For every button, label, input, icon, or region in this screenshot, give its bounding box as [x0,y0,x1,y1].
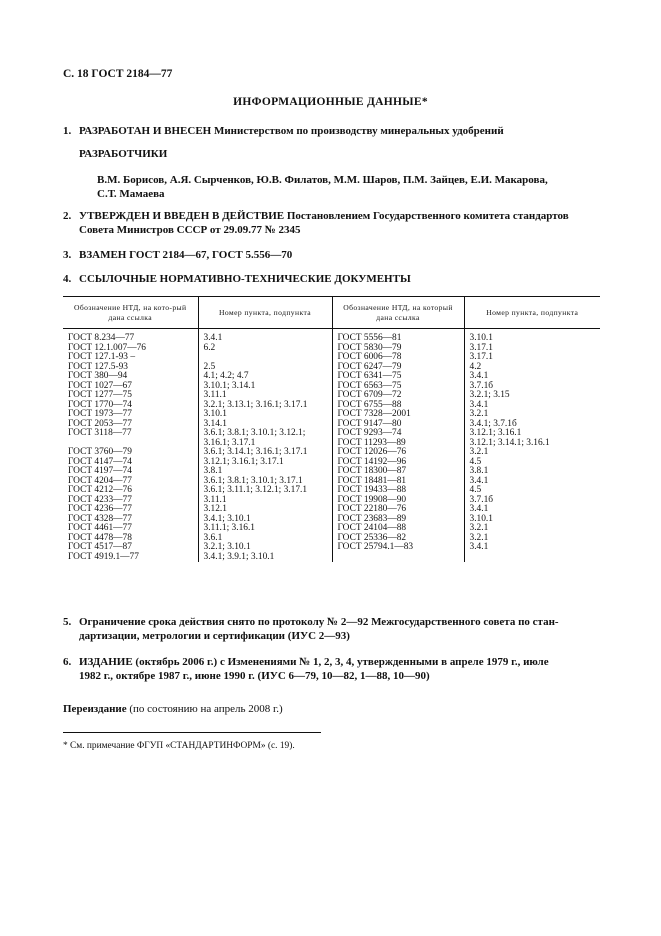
table-cell-line: ГОСТ 18481—81 [337,475,407,486]
table-cell-line: 3.4.1 [469,542,489,552]
column-1-cell [63,329,198,563]
section-3 [63,248,603,262]
table-cell-line: 3.4.1 [469,504,489,514]
table-cell-line: 3.7.1б [469,494,494,505]
table-cell-line: ГОСТ 5556—81 [337,333,402,343]
table-cell-line: ГОСТ 23683—89 [337,513,407,524]
table-cell-line: ГОСТ 6247—79 [337,361,402,372]
table-cell-line: 4.1; 4.2; 4.7 [203,371,249,381]
table-cell-line: 3.6.1 [203,532,223,543]
table-cell-line: ГОСТ 4233—77 [68,494,132,505]
section-2 [63,209,603,237]
table-cell-line: ГОСТ 6006—78 [337,352,402,362]
reprint-label: Переиздание [63,703,127,715]
section-text-line-2: дартизации, метрологии и сертификации (ИУС 2—93) [79,630,350,642]
table-cell-line: 3.4.1 [469,399,489,410]
table-cell-line: 3.2.1 [469,532,489,543]
table-cell-line: ГОСТ 8.234—77 [68,333,135,343]
table-cell-line: 3.4.1; 3.10.1 [203,513,251,524]
table-cell-line [338,553,464,563]
table-cell-line: ГОСТ 4197—74 [68,466,132,476]
table-header-row [63,297,600,329]
table-cell-line: 4.5 [469,485,482,495]
table-cell-line: ГОСТ 19908—90 [337,494,407,505]
table-cell-line: 3.4.1; 3.9.1; 3.10.1 [203,551,275,562]
section-number: 5. [63,616,72,628]
table-cell-line: 3.4.1 [469,475,489,486]
reference-table [63,296,600,562]
table-cell-line: ГОСТ 2053—77 [68,418,132,429]
table-cell-line: ГОСТ 127.1-93 – [68,352,136,362]
table-cell-line: 3.12.1 [203,504,227,514]
table-cell-line: ГОСТ 5830—79 [337,342,402,353]
section-4 [63,272,603,286]
section-text-line-2: 1982 г., октябре 1987 г., июне 1990 г. (ИУС 6—79, 10—82, 1—88, 10—90) [79,670,430,682]
table-cell-line: ГОСТ 6709—72 [337,390,402,400]
table-cell-line: 4.5 [469,456,482,467]
page-header: С. 18 ГОСТ 2184—77 [63,68,173,80]
table-cell-line: 3.12.1; 3.16.1; 3.17.1 [203,456,284,467]
table-cell-line: ГОСТ 1277—75 [68,390,132,400]
header-clause-number: Номер пункта, подпункта [198,297,332,329]
section-text-line-1: Ограничение срока действия снято по протоколу № 2—92 Межгосударственного совета по стан- [79,616,559,628]
footnote: * См. примечание ФГУП «СТАНДАРТИНФОРМ» (с. 19). [63,741,295,751]
table-cell-line: 3.12.1; 3.16.1 [469,428,522,438]
table-cell-line: ГОСТ 6755—88 [337,399,402,410]
section-number: 3. [63,249,72,261]
table-cell-line: 3.11.1 [203,494,227,505]
table-cell-line: ГОСТ 24104—88 [337,523,407,533]
section-text-line-2: Совета Министров СССР от 29.09.77 № 2345 [79,224,301,236]
table-cell-line: 3.2.1 [469,523,489,533]
section-5 [63,615,603,643]
table-cell-line: 3.8.1 [203,466,223,476]
table-cell-line: 3.10.1 [203,409,227,419]
table-cell-line: 3.10.1 [469,333,493,343]
table-cell-line: 3.2.1; 3.10.1 [203,542,251,552]
table-cell-line: ГОСТ 4328—77 [68,513,132,524]
table-cell-line: ГОСТ 4147—74 [68,456,132,467]
table-cell-line: ГОСТ 4517—87 [68,542,132,552]
table-cell-line: 4.2 [469,361,482,372]
section-number: 6. [63,656,72,668]
reprint-note [63,703,283,715]
table-cell-line: 3.14.1 [203,418,227,429]
table-cell-line: ГОСТ 12.1.007—76 [68,342,146,353]
table-cell-line: 3.11.1 [203,390,227,400]
table-cell-line: 3.16.1; 3.17.1 [203,437,256,448]
table-cell-line: 6.2 [203,342,216,353]
section-text: РАЗРАБОТАН И ВНЕСЕН Министерством по производству минеральных удобрений [79,125,504,137]
column-4-cell [464,329,600,563]
table-cell-line: 3.17.1 [469,352,493,362]
section-1 [63,124,603,138]
section-number: 1. [63,125,72,137]
table-cell-line: ГОСТ 22180—76 [337,504,407,514]
table-cell-line: 3.4.1 [203,333,223,343]
table-cell-line: ГОСТ 14192—96 [337,456,407,467]
section-text-line-1: ИЗДАНИЕ (октябрь 2006 г.) с Изменениями № 1, 2, 3, 4, утвержденными в апреле 1979 г., июле [79,656,549,668]
table-cell-line: 3.12.1; 3.14.1; 3.16.1 [469,437,550,448]
table-cell-line: 3.11.1; 3.16.1 [203,523,255,533]
table-cell-line: ГОСТ 4236—77 [68,504,132,514]
column-3-cell [332,329,464,563]
table-cell-line: 3.10.1 [469,513,493,524]
table-cell-line: 3.8.1 [469,466,489,476]
table-cell-line: ГОСТ 6563—75 [337,380,402,391]
table-cell-line: ГОСТ 3760—79 [68,447,132,457]
table-cell-line: ГОСТ 7328—2001 [337,409,411,419]
table-cell-line: ГОСТ 25794.1—83 [337,542,414,552]
table-cell-line: ГОСТ 4212—76 [68,485,132,495]
table-cell-line: ГОСТ 25336—82 [337,532,407,543]
table-cell-line: ГОСТ 4461—77 [68,523,132,533]
table-cell-line: ГОСТ 9147—80 [337,418,402,429]
table-cell-line: 3.2.1; 3.13.1; 3.16.1; 3.17.1 [203,399,308,410]
section-6 [63,655,603,683]
table-cell-line: 2.5 [203,361,216,372]
table-cell-line: 3.10.1; 3.14.1 [203,380,256,391]
header-ntd-designation: Обозначение НТД, на который дана ссылка [332,297,464,329]
table-cell-line: ГОСТ 12026—76 [337,447,407,457]
table-cell-line: 3.6.1; 3.8.1; 3.10.1; 3.17.1 [203,475,303,486]
table-cell-line: ГОСТ 4204—77 [68,475,132,486]
developers-heading: РАЗРАБОТЧИКИ [79,148,168,160]
table-cell-line: ГОСТ 380—94 [68,371,128,381]
table-cell-line: 3.7.1б [469,380,494,391]
table-cell-line: ГОСТ 11293—89 [337,437,406,448]
table-cell-line: ГОСТ 18300—87 [337,466,407,476]
table-cell-line: 3.4.1; 3.7.1б [469,418,517,429]
table-cell-line: ГОСТ 6341—75 [337,371,402,381]
table-cell-line: 3.4.1 [469,371,489,381]
table-cell-line: ГОСТ 3118—77 [68,428,132,438]
table-cell-line: 3.6.1; 3.14.1; 3.16.1; 3.17.1 [203,447,308,457]
section-text: ССЫЛОЧНЫЕ НОРМАТИВНО-ТЕХНИЧЕСКИЕ ДОКУМЕНТЫ [79,273,411,285]
table-cell-line: ГОСТ 9293—74 [337,428,402,438]
developers-line-1: В.М. Борисов, А.Я. Сырченков, Ю.В. Филатов, М.М. Шаров, П.М. Зайцев, Е.И. Макарова, [97,174,548,186]
section-text-line-1: УТВЕРЖДЕН И ВВЕДЕН В ДЕЙСТВИЕ Постановлением Государственного комитета стандартов [79,210,569,222]
table-cell-line: ГОСТ 4478—78 [68,532,132,543]
table-cell-line: 3.2.1 [469,409,489,419]
table-cell-line [470,553,601,563]
table-cell-line: 3.2.1; 3.15 [469,390,510,400]
table-cell-line [204,353,332,363]
reprint-text: (по состоянию на апрель 2008 г.) [126,703,283,715]
section-text: ВЗАМЕН ГОСТ 2184—67, ГОСТ 5.556—70 [79,249,293,261]
table-cell-line: 3.17.1 [469,342,493,353]
section-number: 4. [63,273,72,285]
document-title: ИНФОРМАЦИОННЫЕ ДАННЫЕ* [233,96,428,108]
table-cell-line: ГОСТ 127.5-93 [68,361,128,372]
table-cell-line: 3.6.1; 3.8.1; 3.10.1; 3.12.1; [203,428,306,438]
table-cell-line: 3.2.1 [469,447,489,457]
developers-line-2: С.Т. Мамаева [97,188,165,200]
header-ntd-designation: Обозначение НТД, на кото-рый дана ссылка [63,297,198,329]
table-cell-line: ГОСТ 19433—88 [337,485,407,495]
header-clause-number: Номер пункта, подпункта [464,297,600,329]
table-cell-line: ГОСТ 4919.1—77 [68,551,139,562]
column-2-cell [198,329,332,563]
section-number: 2. [63,210,72,222]
table-cell-line: ГОСТ 1027—67 [68,380,132,391]
footnote-divider [63,732,321,733]
table-cell-line: ГОСТ 1973—77 [68,409,132,419]
table-row [63,329,600,563]
table-cell-line: ГОСТ 1770—74 [68,399,132,410]
table-cell-line: 3.6.1; 3.11.1; 3.12.1; 3.17.1 [203,485,308,495]
